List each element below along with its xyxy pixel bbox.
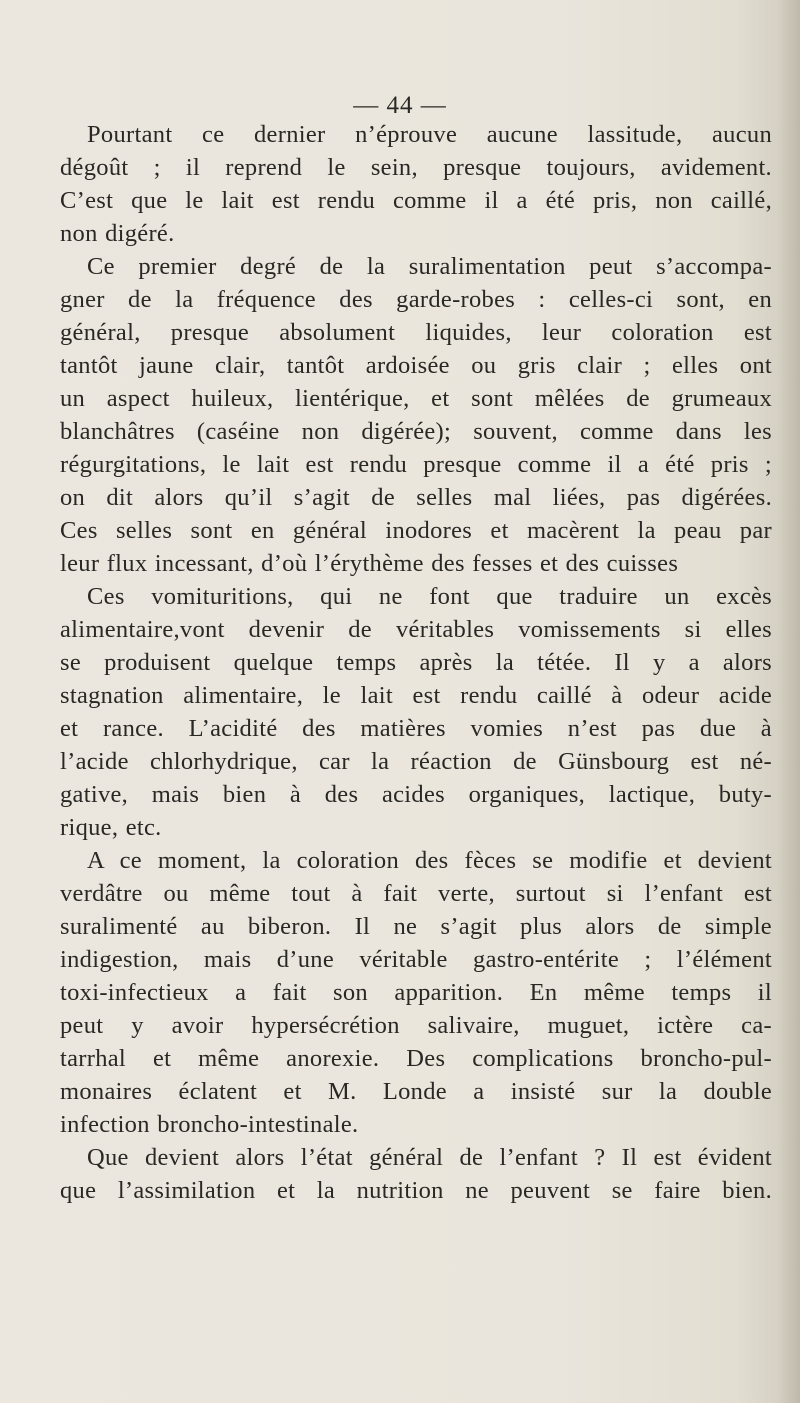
page-number: — 44 — bbox=[353, 92, 447, 119]
text-line: toxi-infectieux a fait son apparition. En même temps il bbox=[60, 979, 772, 1006]
text-line: régurgitations, le lait est rendu presque comme il a été pris ; bbox=[60, 451, 772, 478]
text-line: se produisent quelque temps après la tétée. Il y a alors bbox=[60, 649, 772, 676]
text-line: gner de la fréquence des garde-robes : celles-ci sont, en bbox=[60, 286, 772, 313]
text-line: monaires éclatent et M. Londe a insisté sur la double bbox=[60, 1078, 772, 1105]
text-line: que l’assimilation et la nutrition ne peuvent se faire bien. bbox=[60, 1177, 772, 1204]
text-line: on dit alors qu’il s’agit de selles mal liées, pas digérées. bbox=[60, 484, 772, 511]
text-line: Ces selles sont en général inodores et macèrent la peau par bbox=[60, 517, 772, 544]
page-edge-shadow bbox=[778, 0, 800, 1403]
text-line: C’est que le lait est rendu comme il a été pris, non caillé, bbox=[60, 187, 772, 214]
text-line: Pourtant ce dernier n’éprouve aucune lassitude, aucun bbox=[87, 121, 772, 148]
text-line: rique, etc. bbox=[60, 814, 162, 841]
text-line: Ce premier degré de la suralimentation peut s’accompa- bbox=[87, 253, 772, 280]
text-line: gative, mais bien à des acides organiques, lactique, buty- bbox=[60, 781, 772, 808]
text-line: un aspect huileux, lientérique, et sont mêlées de grumeaux bbox=[60, 385, 772, 412]
text-line: verdâtre ou même tout à fait verte, surtout si l’enfant est bbox=[60, 880, 772, 907]
text-line: Ces vomituritions, qui ne font que traduire un excès bbox=[87, 583, 772, 610]
text-line: leur flux incessant, d’où l’érythème des fesses et des cuisses bbox=[60, 550, 679, 577]
text-line: A ce moment, la coloration des fèces se modifie et devient bbox=[87, 847, 772, 874]
text-line: non digéré. bbox=[60, 220, 175, 247]
text-line: général, presque absolument liquides, leur coloration est bbox=[60, 319, 772, 346]
text-line: et rance. L’acidité des matières vomies n’est pas due à bbox=[60, 715, 772, 742]
text-line: peut y avoir hypersécrétion salivaire, muguet, ictère ca- bbox=[60, 1012, 772, 1039]
text-line: Que devient alors l’état général de l’enfant ? Il est évident bbox=[87, 1144, 772, 1171]
text-line: tarrhal et même anorexie. Des complications broncho-pul- bbox=[60, 1045, 772, 1072]
text-line: dégoût ; il reprend le sein, presque toujours, avidement. bbox=[60, 154, 772, 181]
body-text bbox=[60, 118, 772, 1207]
text-line: alimentaire,vont devenir de véritables vomissements si elles bbox=[60, 616, 772, 643]
text-line: infection broncho-intestinale. bbox=[60, 1111, 359, 1138]
text-line: stagnation alimentaire, le lait est rendu caillé à odeur acide bbox=[60, 682, 772, 709]
text-line: l’acide chlorhydrique, car la réaction de Günsbourg est né- bbox=[60, 748, 772, 775]
text-line: suralimenté au biberon. Il ne s’agit plus alors de simple bbox=[60, 913, 772, 940]
text-line: tantôt jaune clair, tantôt ardoisée ou gris clair ; elles ont bbox=[60, 352, 772, 379]
text-line: blanchâtres (caséine non digérée); souvent, comme dans les bbox=[60, 418, 772, 445]
text-line: indigestion, mais d’une véritable gastro-entérite ; l’élément bbox=[60, 946, 772, 973]
